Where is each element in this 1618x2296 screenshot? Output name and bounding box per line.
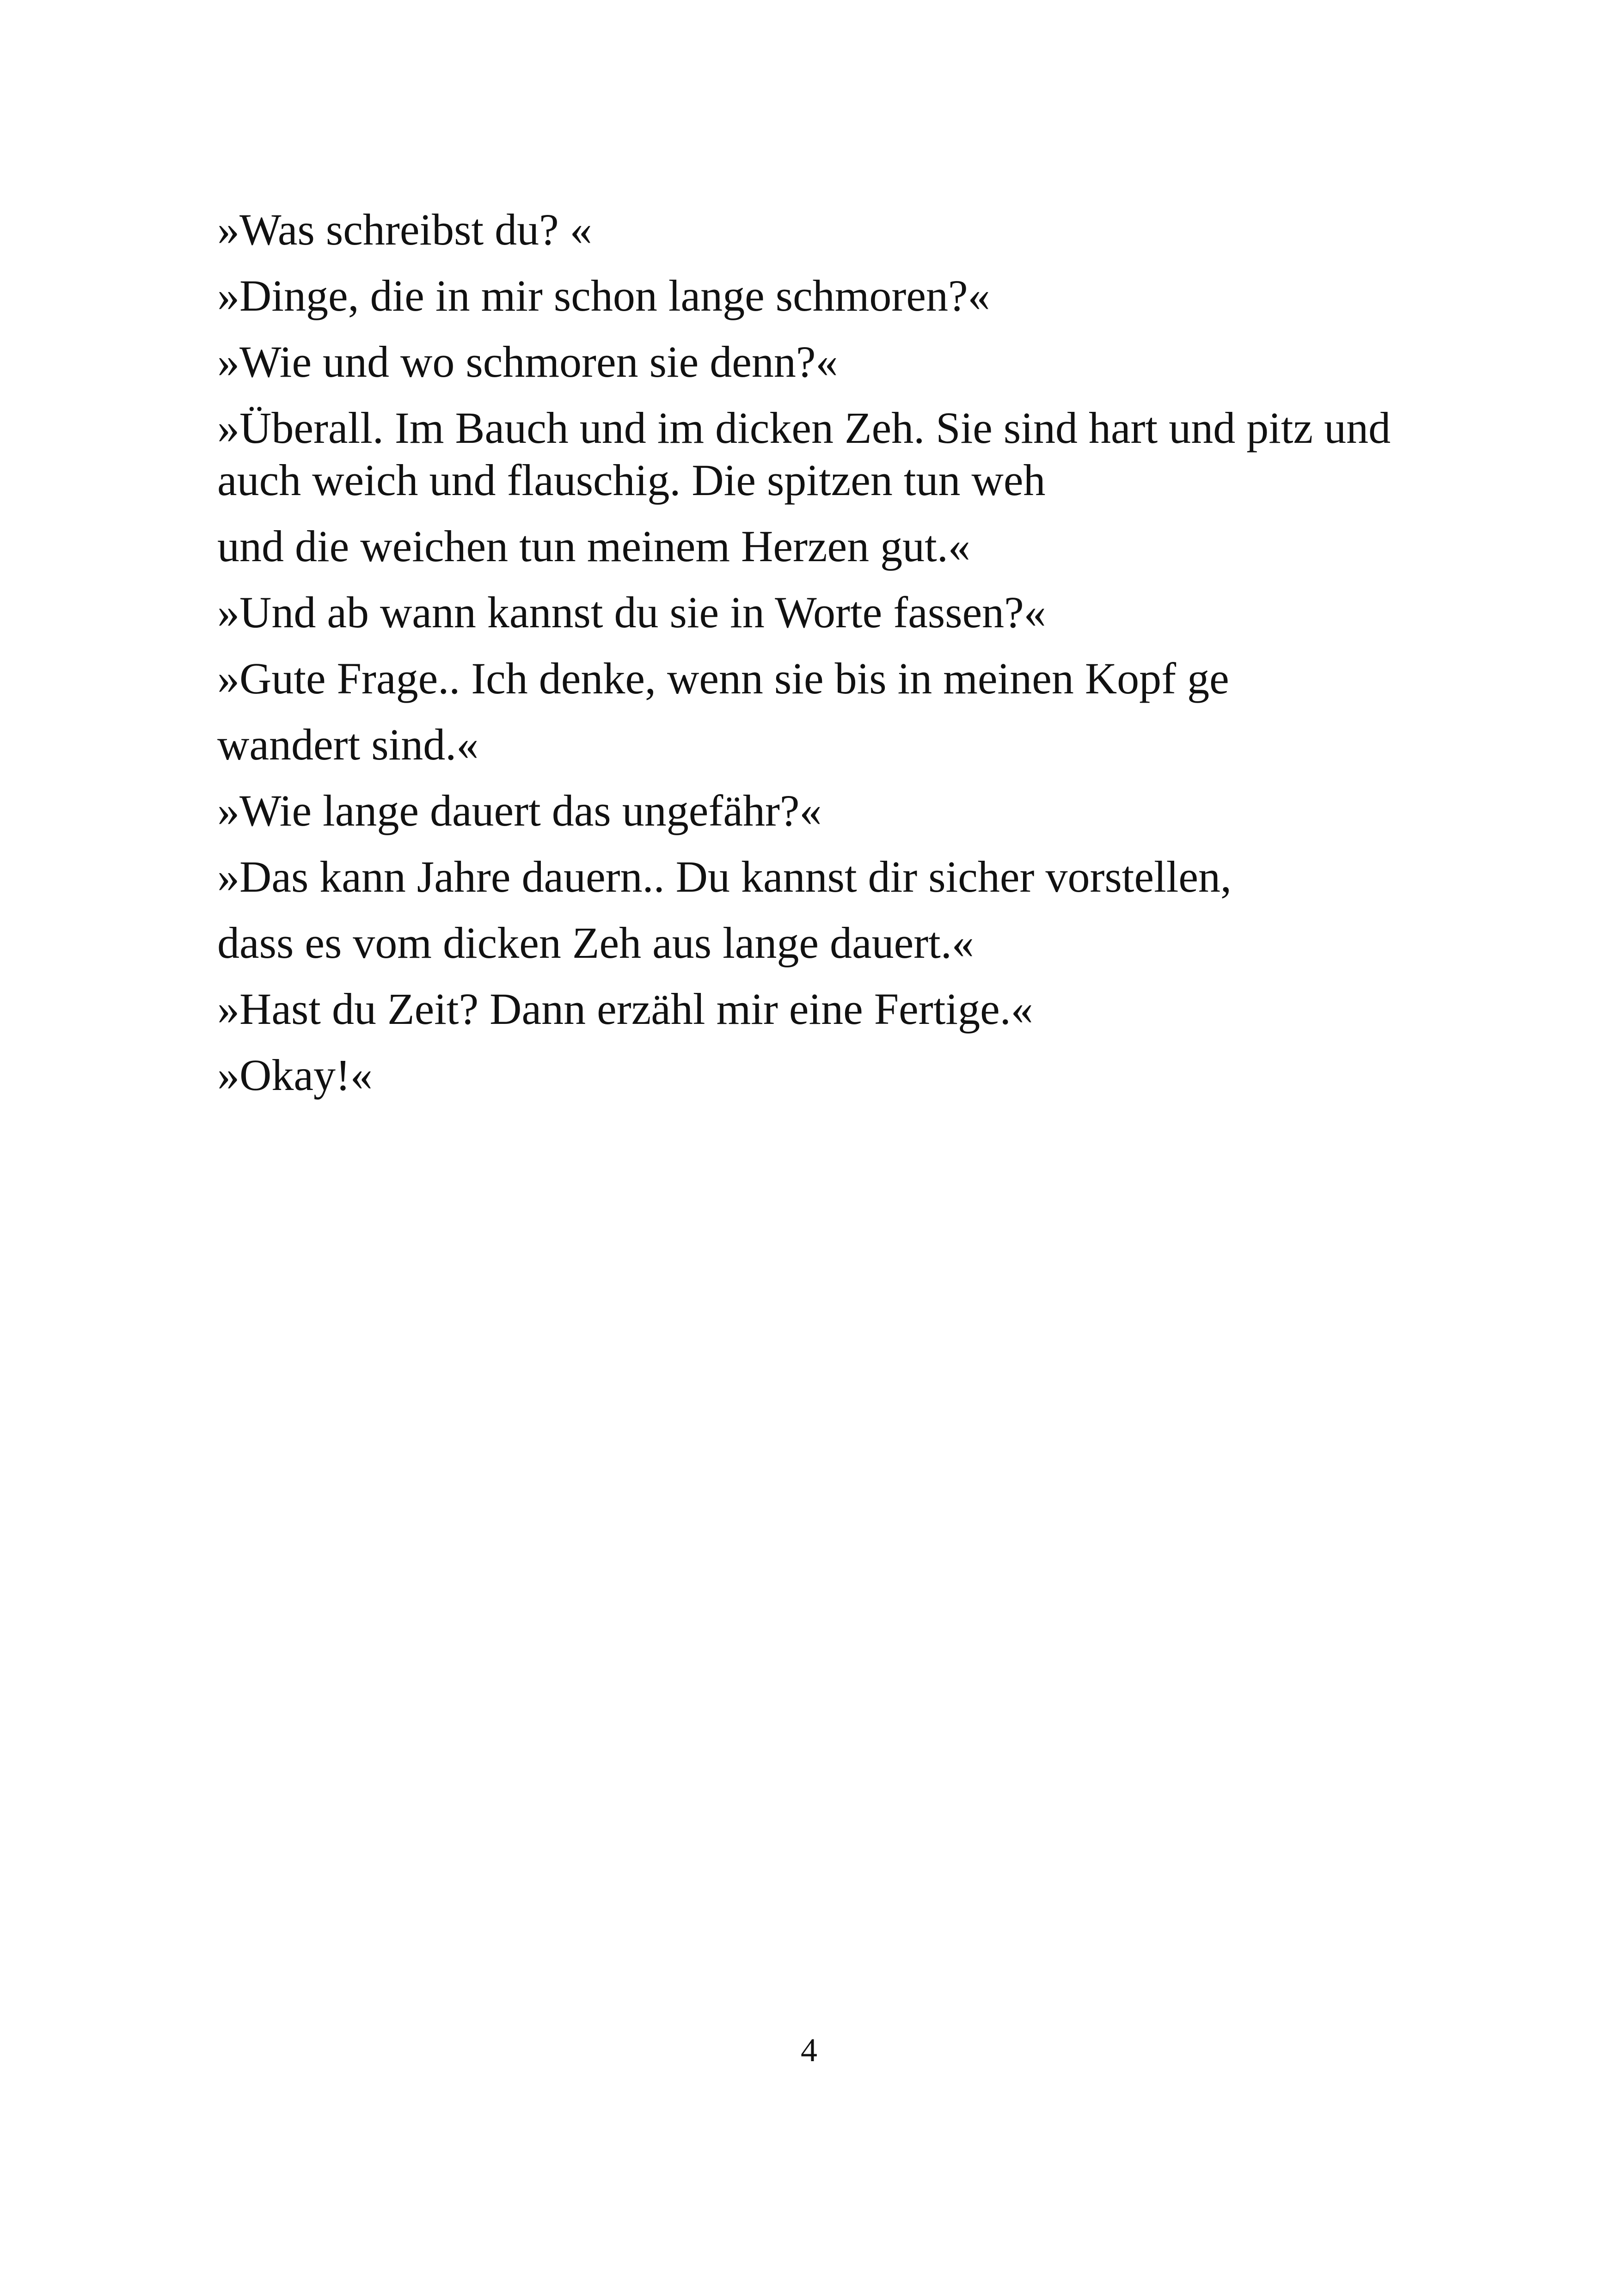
paragraph [217,784,1465,837]
paragraph [217,851,1465,903]
paragraph [217,269,1465,322]
paragraph [217,402,1465,506]
text-line: »Und ab wann kannst du sie in Worte fassen?« [217,588,1046,637]
page-number: 4 [801,2032,817,2069]
dialogue-text [217,203,1465,1115]
paragraph [217,520,1465,572]
text-line: »Das kann Jahre dauern.. Du kannst dir sicher vorstellen, [217,852,1232,901]
text-line: »Überall. Im Bauch und im dicken Zeh. Sie sind hart und pitz und [217,403,1391,453]
text-line: »Wie lange dauert das ungefähr?« [217,786,822,835]
text-line: »Hast du Zeit? Dann erzähl mir eine Fertige.« [217,984,1033,1034]
paragraph [217,917,1465,969]
text-line: »Wie und wo schmoren sie denn?« [217,337,838,386]
paragraph [217,203,1465,256]
text-line: und die weichen tun meinem Herzen gut.« [217,521,970,571]
paragraph [217,586,1465,638]
paragraph [217,652,1465,704]
text-line: »Okay!« [217,1050,373,1100]
paragraph [217,983,1465,1035]
text-line: »Dinge, die in mir schon lange schmoren?« [217,271,990,320]
text-line: dass es vom dicken Zeh aus lange dauert.« [217,918,974,967]
text-line: »Was schreibst du? « [217,205,592,254]
paragraph [217,718,1465,771]
text-line: wandert sind.« [217,720,479,769]
paragraph [217,1049,1465,1101]
paragraph [217,336,1465,388]
text-line: »Gute Frage.. Ich denke, wenn sie bis in meinen Kopf ge [217,654,1229,703]
text-line: auch weich und flauschig. Die spitzen tun weh [217,455,1046,505]
